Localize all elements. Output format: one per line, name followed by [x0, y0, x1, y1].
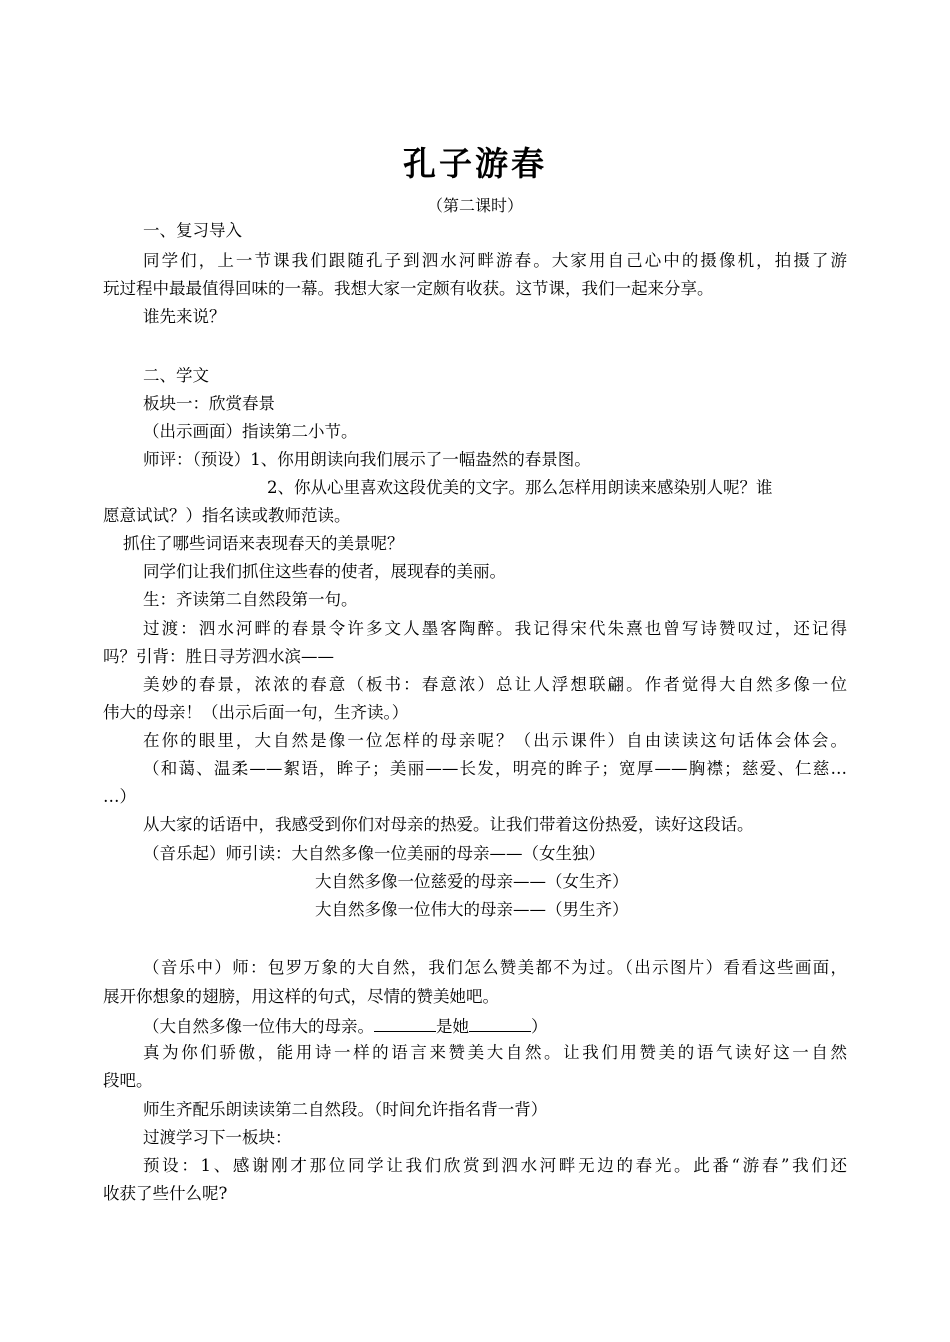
paragraph-line: 展开你想象的翅膀，用这样的句式，尽情的赞美她吧。 — [103, 987, 499, 1006]
fill-in-middle: 是她 — [436, 1017, 469, 1036]
document-subtitle: （第二课时） — [426, 196, 523, 215]
document-title: 孔子游春 — [403, 144, 547, 183]
paragraph-line: 师评：（预设）1、你用朗读向我们展示了一幅盎然的春景图。 — [143, 450, 591, 469]
fill-in-blank[interactable] — [374, 1015, 436, 1032]
section-heading-review: 一、复习导入 — [143, 221, 242, 240]
block-heading: 板块一：欣赏春景 — [143, 394, 275, 413]
paragraph-line: （出示画面）指读第二小节。 — [143, 422, 358, 441]
paragraph-line: 谁先来说？ — [143, 307, 226, 326]
paragraph-line: 玩过程中最最值得回味的一幕。我想大家一定颇有收获。这节课，我们一起来分享。 — [103, 279, 714, 298]
paragraph-line: （音乐中）师：包罗万象的大自然，我们怎么赞美都不为过。（出示图片）看看这些画面， — [143, 958, 847, 977]
paragraph-line: 在你的眼里，大自然是像一位怎样的母亲呢？（出示课件）自由读读这句话体会体会。 — [143, 731, 847, 750]
paragraph-line: 同学们让我们抓住这些春的使者，展现春的美丽。 — [143, 562, 506, 581]
paragraph-line: 从大家的话语中，我感受到你们对母亲的热爱。让我们带着这份热爱，读好这段话。 — [143, 815, 754, 834]
paragraph-line: 师生齐配乐朗读读第二自然段。（时间允许指名背一背） — [143, 1100, 548, 1119]
paragraph-line: 过渡：泗水河畔的春景令许多文人墨客陶醉。我记得宋代朱熹也曾写诗赞叹过，还记得 — [143, 619, 847, 638]
fill-in-blank[interactable] — [469, 1015, 531, 1032]
fill-in-suffix: ） — [531, 1017, 548, 1036]
paragraph-line: 抓住了哪些词语来表现春天的美景呢？ — [123, 534, 404, 553]
fill-in-prefix: （大自然多像一位伟大的母亲。 — [143, 1017, 374, 1036]
paragraph-line: （和蔼、温柔——絮语，眸子；美丽——长发，明亮的眸子；宽厚——胸襟；慈爱、仁慈… — [143, 759, 847, 778]
paragraph-line: 预设：1、感谢刚才那位同学让我们欣赏到泗水河畔无边的春光。此番“游春”我们还 — [143, 1156, 847, 1175]
paragraph-line: 段吧。 — [103, 1071, 153, 1090]
paragraph-line: 过渡学习下一板块： — [143, 1128, 292, 1147]
paragraph-line: 美妙的春景，浓浓的春意（板书：春意浓）总让人浮想联翩。作者觉得大自然多像一位 — [143, 675, 847, 694]
paragraph-line: 愿意试试？）指名读或教师范读。 — [103, 506, 351, 525]
paragraph-line: 生：齐读第二自然段第一句。 — [143, 590, 358, 609]
section-heading-study: 二、学文 — [143, 366, 209, 385]
paragraph-line: 同学们，上一节课我们跟随孔子到泗水河畔游春。大家用自己心中的摄像机，拍摄了游 — [143, 251, 847, 270]
paragraph-line: 吗？引背：胜日寻芳泗水滨—— — [103, 647, 334, 666]
paragraph-line: （音乐起）师引读：大自然多像一位美丽的母亲——（女生独） — [143, 844, 605, 863]
paragraph-line: 大自然多像一位伟大的母亲——（男生齐） — [315, 900, 629, 919]
paragraph-line: 大自然多像一位慈爱的母亲——（女生齐） — [315, 872, 629, 891]
paragraph-line: 真为你们骄傲，能用诗一样的语言来赞美大自然。让我们用赞美的语气读好这一自然 — [143, 1043, 847, 1062]
paragraph-line: …） — [103, 787, 136, 806]
paragraph-line: 2、你从心里喜欢这段优美的文字。那么怎样用朗读来感染别人呢？谁 — [267, 478, 773, 497]
fill-in-sentence — [143, 1015, 548, 1037]
paragraph-line: 伟大的母亲！（出示后面一句，生齐读。） — [103, 703, 409, 722]
paragraph-line: 收获了些什么呢? — [103, 1184, 228, 1203]
